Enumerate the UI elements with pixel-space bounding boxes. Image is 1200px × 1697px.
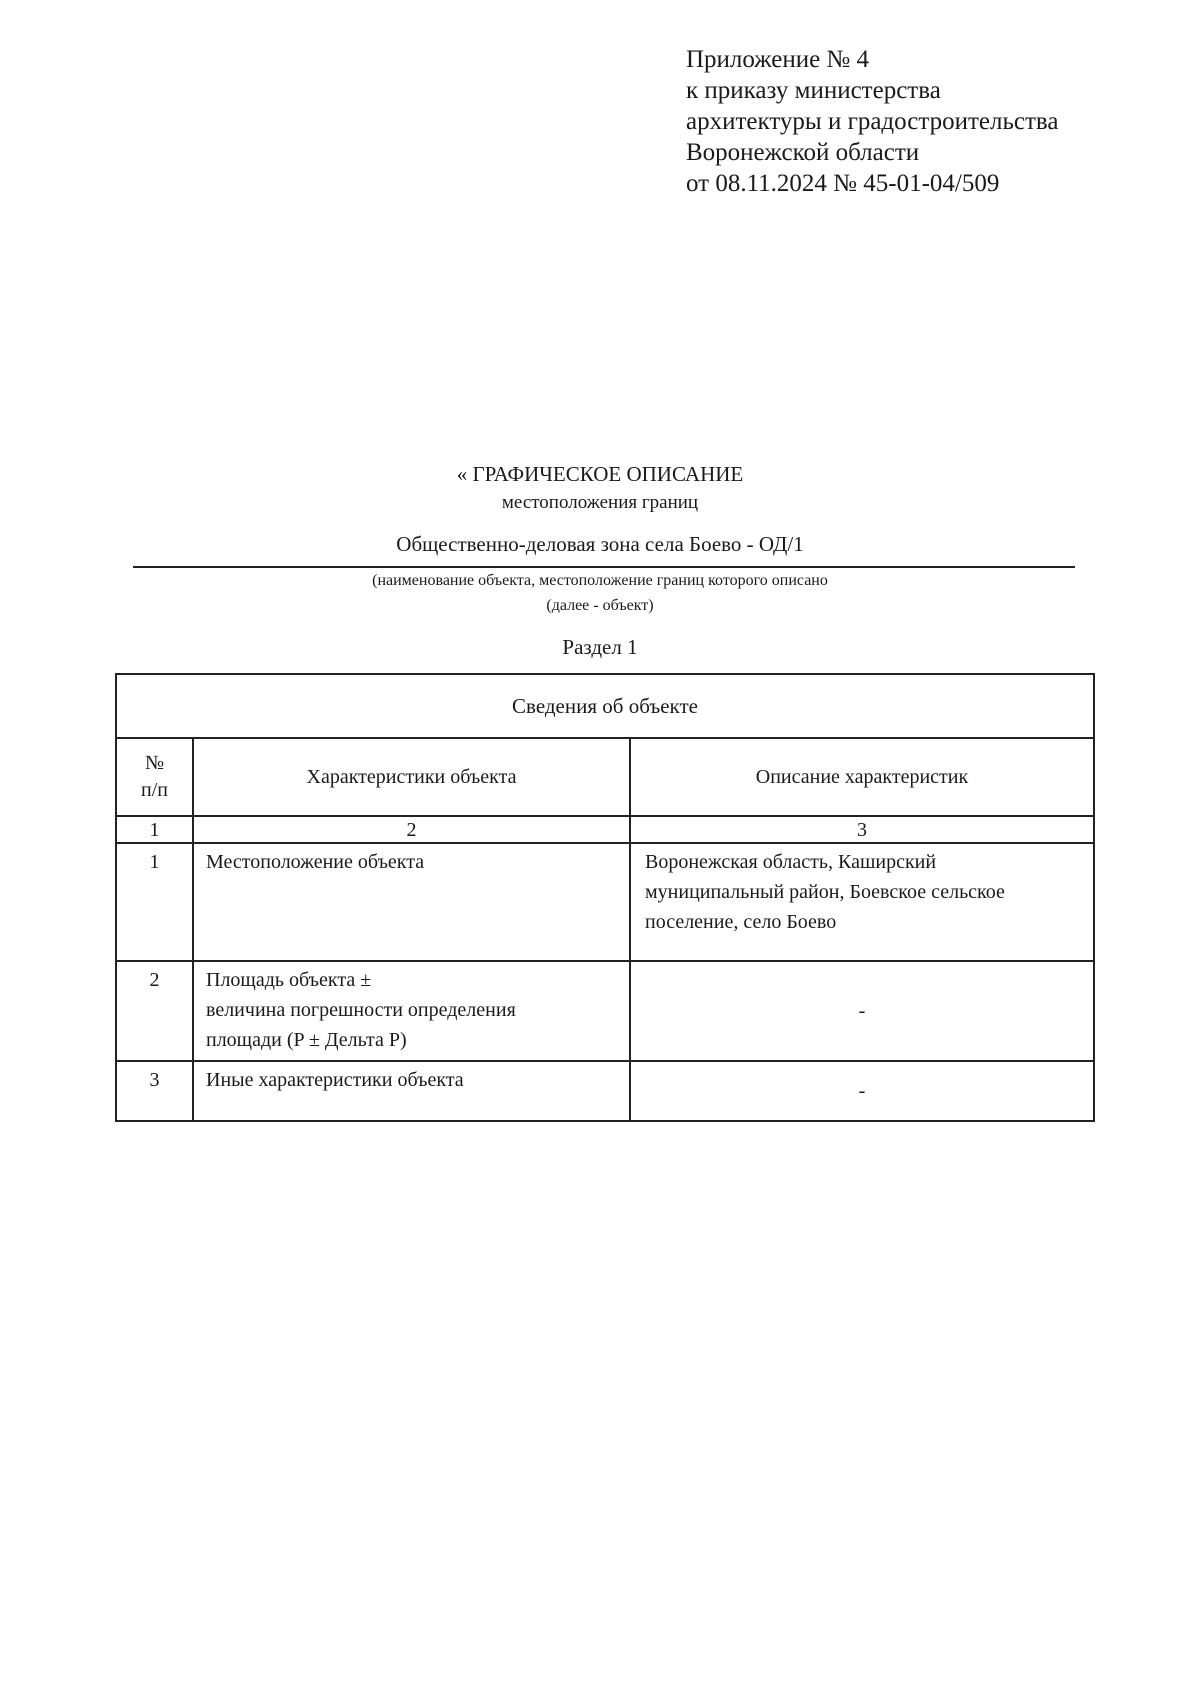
column-number: 1 <box>116 816 193 843</box>
column-header-number <box>116 738 193 816</box>
table-title: Сведения об объекте <box>116 674 1094 738</box>
column-header-number-abbr: п/п <box>141 779 168 801</box>
cell-line: Иные характеристики объекта <box>206 1069 464 1091</box>
row-characteristic <box>193 1061 630 1121</box>
table-title-row <box>116 674 1094 738</box>
cell-line: величина погрешности определения <box>206 999 516 1021</box>
row-description: - <box>630 1061 1094 1121</box>
appendix-line: Приложение № 4 <box>686 46 870 73</box>
column-number: 3 <box>630 816 1094 843</box>
row-characteristic <box>193 843 630 961</box>
row-description <box>630 843 1094 961</box>
object-name-caption: (наименование объекта, местоположение границ которого описано <box>372 572 828 589</box>
document-title: « ГРАФИЧЕСКОЕ ОПИСАНИЕ <box>456 462 744 486</box>
row-number: 2 <box>116 961 193 1061</box>
cell-line: Площадь объекта ± <box>206 969 372 991</box>
object-info-table <box>115 673 1095 1122</box>
table-row <box>116 1061 1094 1121</box>
cell-line: площади (P ± Дельта P) <box>206 1029 407 1051</box>
column-number-row <box>116 816 1094 843</box>
table-header-row <box>116 738 1094 816</box>
appendix-line: Воронежской области <box>686 139 920 166</box>
cell-line: муниципальный район, Боевское сельское <box>645 881 1005 903</box>
column-header-characteristics: Характеристики объекта <box>193 738 630 816</box>
row-number: 3 <box>116 1061 193 1121</box>
appendix-block <box>686 44 1058 199</box>
appendix-line: к приказу министерства <box>686 77 941 104</box>
object-name: Общественно-деловая зона села Боево - ОД/1 <box>396 532 804 556</box>
table-row <box>116 961 1094 1061</box>
cell-line: Воронежская область, Каширский <box>645 851 937 873</box>
appendix-line: от 08.11.2024 № 45-01-04/509 <box>686 170 1000 197</box>
column-header-description: Описание характеристик <box>630 738 1094 816</box>
column-header-number-symbol: № <box>144 752 165 774</box>
table-row <box>116 843 1094 961</box>
row-characteristic <box>193 961 630 1061</box>
cell-line: Местоположение объекта <box>206 851 425 873</box>
column-number: 2 <box>193 816 630 843</box>
document-subtitle: местоположения границ <box>501 492 699 513</box>
appendix-line: архитектуры и градостроительства <box>686 108 1059 135</box>
section-label: Раздел 1 <box>562 635 638 659</box>
cell-line: поселение, село Боево <box>645 911 837 933</box>
row-description: - <box>630 961 1094 1061</box>
underline-divider <box>133 566 1075 568</box>
object-name-caption-continued: (далее - объект) <box>546 597 654 614</box>
row-number: 1 <box>116 843 193 961</box>
